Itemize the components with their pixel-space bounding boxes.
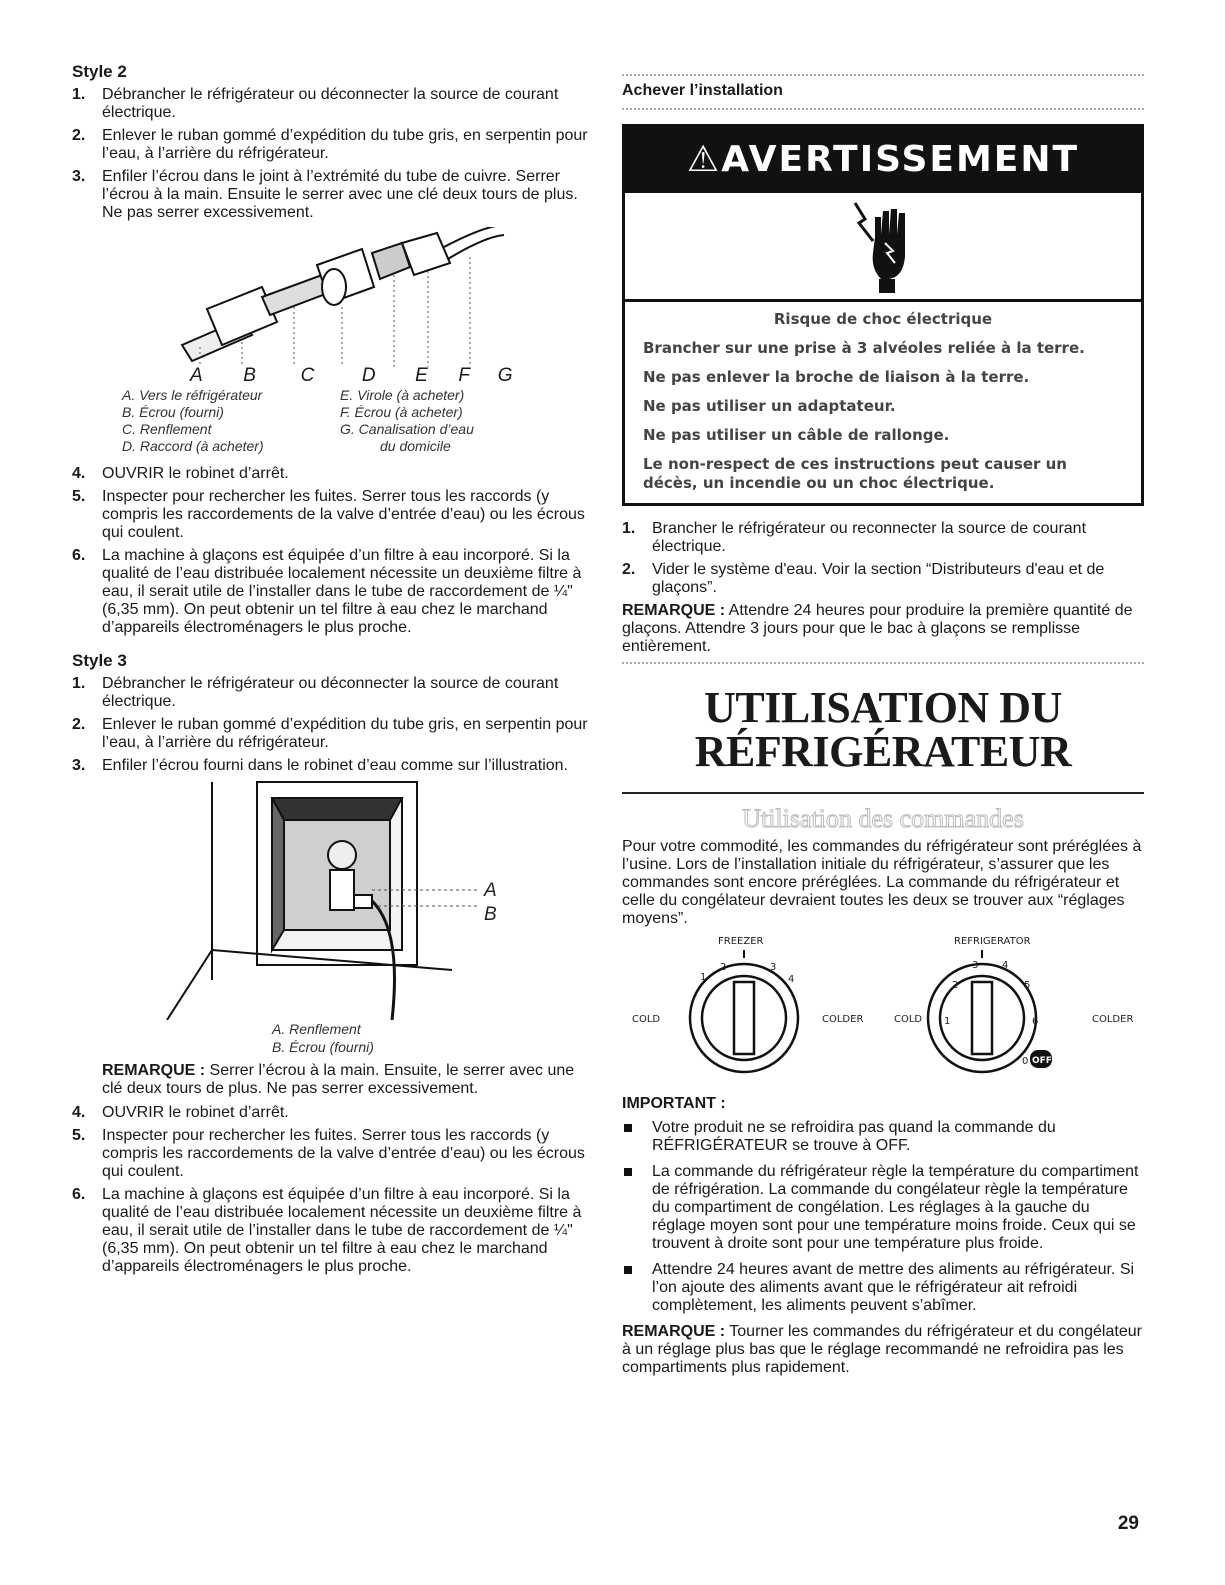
style2-steps	[72, 86, 592, 222]
fridge-cold-label: COLD	[894, 1014, 923, 1025]
freezer-label: FREEZER	[718, 936, 764, 947]
list-item: 3. Enfiler l’écrou dans le joint à l’extrémité du tube de cuivre. Serrer l’écrou à la main. Ensuite le serrer avec une clé deux tours de plus. Ne pas serrer excessivement.	[72, 168, 578, 221]
list-item: 6. La machine à glaçons est équipée d’un filtre à eau incorporé. Si la qualité de l’eau distribuée localement nécessite un deuxième filtre à eau, il serait utile de l’installer dans le tube de raccordement de ¼" (6,35 mm). On peut obtenir un tel filtre à eau chez le marchand d’appareils électroménagers le plus proche.	[72, 547, 582, 636]
label-a: A	[484, 880, 497, 901]
list-item: 1. Brancher le réfrigérateur ou reconnecter la source de courant électrique.	[622, 520, 1087, 555]
svg-text:4: 4	[1002, 960, 1009, 971]
right-column	[622, 62, 1144, 1383]
svg-text:1: 1	[700, 972, 707, 983]
install-steps	[622, 520, 1144, 597]
divider	[622, 108, 1144, 110]
figure-captions: A. Vers le réfrigérateur E. Virole (à acheter) B. Écrou (fourni) F. Écrou (à acheter) C. Renflement G. Canalisation d’eau D. Raccord (à acheter) du domicile	[122, 387, 474, 454]
freezer-colder-label: COLDER	[822, 1014, 864, 1025]
important-list	[622, 1119, 1144, 1315]
style3-note: REMARQUE : Serrer l’écrou à la main. Ensuite, le serrer avec une clé deux tours de plus. Ne pas serrer excessivement.	[102, 1062, 575, 1097]
install-note: REMARQUE : Attendre 24 heures pour produire la première quantité de glaçons. Attendre 3 jours pour que le bac à glaçons se remplisse entièrement.	[622, 602, 1133, 655]
list-item: 2. Enlever le ruban gommé d’expédition du tube gris, en serpentin pour l’eau, à l’arrière du réfrigérateur.	[72, 127, 588, 162]
svg-text:1: 1	[944, 1016, 951, 1027]
warning-box	[622, 124, 1144, 506]
style2-steps-continued	[72, 465, 592, 637]
svg-text:3: 3	[770, 962, 777, 973]
list-item: 1. Débrancher le réfrigérateur ou déconnecter la source de courant électrique.	[72, 675, 559, 710]
water-valve-drawing	[72, 780, 592, 1020]
divider	[622, 662, 1144, 664]
svg-text:0: 0	[1022, 1056, 1029, 1067]
list-item: 2. Enlever le ruban gommé d’expédition du tube gris, en serpentin pour l’eau, à l’arrière du réfrigérateur.	[72, 716, 588, 751]
list-item: 5. Inspecter pour rechercher les fuites. Serrer tous les raccords (y compris les raccordements de la valve d’entrée d’eau) ou les écrous qui coulent.	[72, 488, 585, 541]
svg-text:3: 3	[972, 960, 979, 971]
title-rule	[622, 792, 1144, 794]
list-item: 3. Enfiler l’écrou fourni dans le robinet d’eau comme sur l’illustration.	[72, 757, 568, 774]
list-item: 5. Inspecter pour rechercher les fuites. Serrer tous les raccords (y compris les raccordements de la valve d’entrée d’eau) ou les écrous qui coulent.	[72, 1127, 585, 1180]
dials-drawing	[622, 932, 1144, 1087]
figure-letters: A B C D E F G	[190, 365, 515, 386]
list-item: 4. OUVRIR le robinet d’arrêt.	[72, 465, 289, 482]
fridge-colder-label: COLDER	[1092, 1014, 1134, 1025]
warning-banner: ⚠AVERTISSEMENT	[625, 127, 1141, 193]
list-item: 6. La machine à glaçons est équipée d’un filtre à eau incorporé. Si la qualité de l’eau distribuée localement nécessite un deuxième filtre à eau, il serait utile de l’installer dans le tube de raccordement de ¼" (6,35 mm). On peut obtenir un tel filtre à eau chez le marchand d’appareils électroménagers le plus proche.	[72, 1186, 582, 1275]
final-note: REMARQUE : Tourner les commandes du réfrigérateur et du congélateur à un réglage plus bas que le réglage recommandé ne refroidira pas les compartiments plus rapidement.	[622, 1323, 1142, 1376]
electric-shock-hand-icon	[625, 193, 1141, 302]
valve-illustration	[72, 780, 592, 1020]
valve-captions: A. Renflement B. Écrou (fourni)	[272, 1021, 374, 1055]
svg-text:5: 5	[1024, 980, 1031, 991]
svg-text:OFF: OFF	[1032, 1056, 1052, 1066]
important-label: IMPORTANT :	[622, 1095, 726, 1112]
svg-text:6: 6	[1032, 1016, 1039, 1027]
style3-steps-continued	[72, 1104, 592, 1276]
chapter-title: UTILISATION DU RÉFRIGÉRATEUR	[694, 683, 1072, 776]
list-item: 4. OUVRIR le robinet d’arrêt.	[72, 1104, 289, 1121]
freezer-cold-label: COLD	[632, 1014, 661, 1025]
style2-heading: Style 2	[72, 62, 127, 81]
list-item: Attendre 24 heures avant de mettre des aliments au réfrigérateur. Si l’on ajoute des aliments avant que le réfrigérateur ait refroidi complètement, les aliments peuvent s’abîmer.	[622, 1261, 1144, 1315]
svg-text:4: 4	[788, 974, 795, 985]
style3-heading: Style 3	[72, 651, 127, 670]
label-b: B	[484, 904, 497, 925]
list-item: 1. Débrancher le réfrigérateur ou déconnecter la source de courant électrique.	[72, 86, 559, 121]
warning-text: Risque de choc électrique Brancher sur une prise à 3 alvéoles reliée à la terre. Ne pas enlever la broche de liaison à la terre. Ne pas utiliser un adaptateur. Ne pas utiliser un câble de rallonge. Le non-respect de ces instructions peut causer un décès, un incendie ou un choc électrique.	[643, 310, 1085, 492]
warning-triangle-icon: ⚠	[686, 139, 722, 180]
control-dials	[622, 932, 1144, 1087]
subheading: Utilisation des commandes	[742, 804, 1024, 833]
list-item: 2. Vider le système d'eau. Voir la section “Distributeurs d'eau et de glaçons”.	[622, 561, 1105, 596]
page-number: 29	[1117, 1513, 1139, 1534]
intro-paragraph: Pour votre commodité, les commandes du réfrigérateur sont préréglées à l’usine. Lors de l’installation initiale du réfrigérateur, s’assurer que les commandes sont encore préréglées. La commande du réfrigérateur et celle du congélateur devraient toutes les deux se trouver aux “réglages moyens”.	[622, 838, 1142, 927]
refrigerator-label: REFRIGERATOR	[954, 936, 1031, 947]
list-item: La commande du réfrigérateur règle la température du compartiment de réfrigération. La commande du congélateur règle la température du compartiment de congélation. Les réglages à la gauche du réglage moyen sont pour une température moins froide. Ceux qui se trouvent à droite sont pour une température plus froide.	[622, 1163, 1144, 1253]
fitting-illustration	[72, 227, 592, 367]
svg-text:2: 2	[952, 980, 959, 991]
section-title: Achever l’installation	[622, 82, 783, 99]
left-column	[72, 62, 592, 1281]
style3-steps	[72, 675, 592, 775]
tube-fitting-drawing	[72, 227, 592, 367]
svg-text:2: 2	[720, 962, 727, 973]
list-item: Votre produit ne se refroidira pas quand la commande du RÉFRIGÉRATEUR se trouve à OFF.	[622, 1119, 1144, 1155]
